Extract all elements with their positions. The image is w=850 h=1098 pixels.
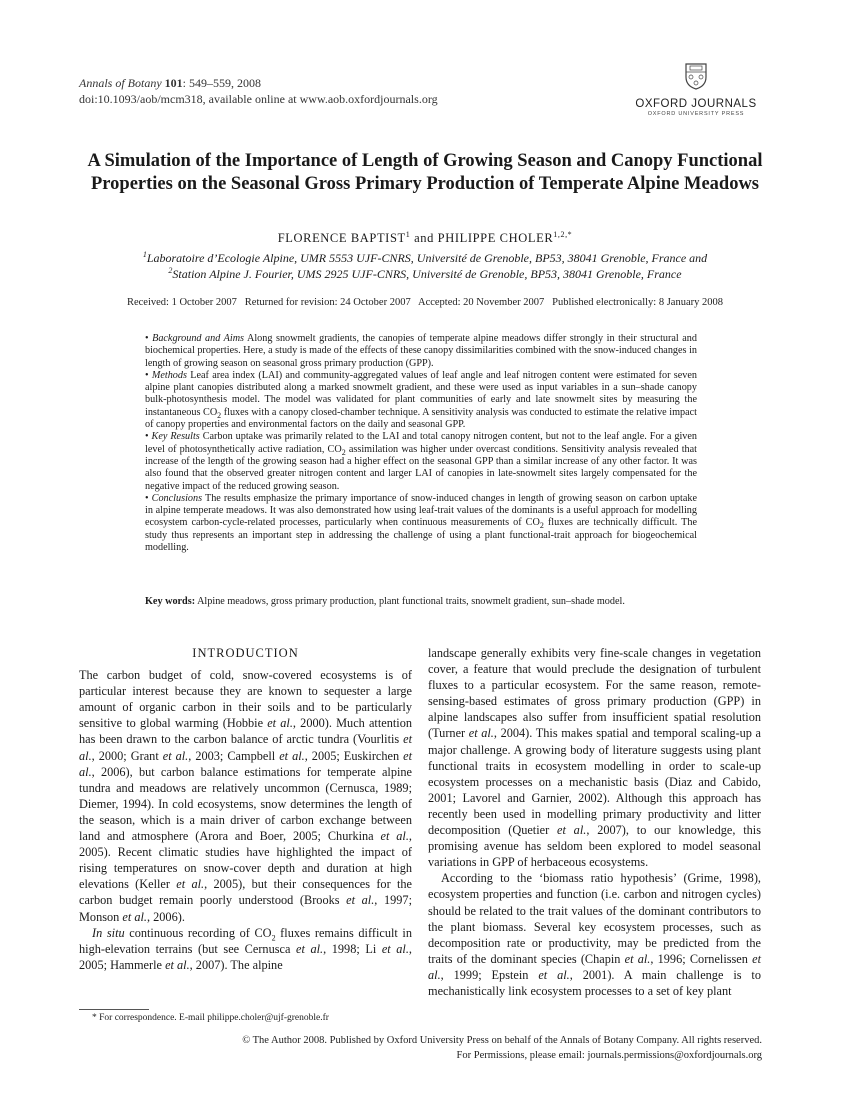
permissions-line[interactable]: For Permissions, please email: journals.permissions@oxfordjournals.org [456, 1050, 762, 1061]
body-column-right [428, 645, 761, 999]
publication-dates: Received: 1 October 2007 Returned for revision: 24 October 2007 Accepted: 20 November 2007 Published electronically: 8 January 2008 [126, 297, 723, 308]
journal-name: Annals of Botany [79, 76, 162, 90]
affiliations [70, 250, 780, 282]
abstract-background: • Background and Aims Along snowmelt gradients, the canopies of temperate alpine meadows differ strongly in their structural and biochemical properties. Here, a study is made of the effects of these canopy dissimilarities combined with the snow-induced changes in length of growing season on seasonal gross primary production (GPP). [145, 333, 697, 369]
journal-header [79, 75, 438, 107]
journal-volume: 101 [164, 76, 183, 90]
author-2[interactable]: PHILIPPE CHOLER [437, 231, 554, 245]
section-heading-introduction: INTRODUCTION [192, 646, 299, 660]
author-list [70, 231, 780, 246]
affiliation-1: $^1$Laboratoire d’Ecologie Alpine, UMR 5553 UJF-CNRS, Université de Grenoble, BP53, 38041 Grenoble, France and [142, 250, 708, 265]
author-1[interactable]: FLORENCE BAPTIST [277, 231, 406, 245]
keywords-label: Key words: [145, 596, 196, 607]
journal-pages: : 549–559, 2008 [182, 76, 262, 90]
author-2-affil: 1,2,* [553, 229, 573, 239]
abstract-methods: • Methods Leaf area index (LAI) and community-aggregated values of leaf angle and leaf nitrogen content were estimated for seven alpine plant canopies distributed along a marked snowmelt gradient, and these were used as input variables in a sun–shade canopy bulk-photosynthesis model. The model was validated for plant communities of early and late snowmelt sites by measuring the instantaneous $CO_2$ fluxes with a canopy closed-chamber technique. A sensitivity analysis was conducted to estimate the relative impact of canopy properties and environmental factors on the daily and seasonal GPP. [145, 369, 697, 431]
article-title: A Simulation of the Importance of Length of Growing Season and Canopy Functional Properties on the Seasonal Gross Primary Production of Temperate Alpine Meadows [87, 151, 763, 194]
publisher-brand: OXFORD JOURNALS [635, 98, 757, 110]
abstract-conclusions: • Conclusions The results emphasize the primary importance of snow-induced changes in length of growing season on carbon uptake in alpine temperate meadows. It was also demonstrated how using leaf-trait values of the dominants is a useful approach for modelling ecosystem carbon-cycle-related processes, particularly when continuous measurements of $CO_2$ fluxes are technically difficult. The study thus represents an important step in addressing the challenge of using a plant functional-trait approach for biogeochemical modelling. [145, 492, 697, 554]
body-column-left [79, 645, 412, 973]
intro-paragraph-2: In situ continuous recording of $CO_2$ fluxes remains difficult in high-elevation terrains (but see Cernusca et al., 1998; Li et al., 2005; Hammerle et al., 2007). The alpine [79, 925, 412, 972]
journal-citation [79, 75, 438, 91]
abstract [145, 333, 697, 554]
author-conjunction: and [410, 231, 438, 245]
copyright-line: © The Author 2008. Published by Oxford University Press on behalf of the Annals of Botany Company. All rights reserved. [242, 1035, 762, 1046]
intro-paragraph-1: The carbon budget of cold, snow-covered ecosystems is of particular interest because they are known to sequester a large amount of organic carbon in their soils and to be particularly sensitive to global warming (Hobbie et al., 2000). Much attention has been drawn to the carbon balance of arctic tundra (Vourlitis et al., 2000; Grant et al., 2003; Campbell et al., 2005; Euskirchen et al., 2006), but carbon balance estimations for temperate alpine tundra and meadows are relatively uncommon (Cernusca, 1989; Diemer, 1994). In cold ecosystems, snow determines the length of the season, which is a main driver of carbon exchange between land and atmosphere (Arora and Boer, 2005; Churkina et al., 2005). Recent climatic studies have highlighted the impact of rising temperatures on snow-cover depth and duration at high elevations (Keller et al., 2005), but their consequences for the carbon budget remain poorly understood (Brooks et al., 1997; Monson et al., 2006). [79, 668, 413, 924]
doi-line[interactable]: doi:10.1093/aob/mcm318, available online at www.aob.oxfordjournals.org [79, 92, 438, 106]
affiliation-2: $^2$Station Alpine J. Fourier, UMS 2925 UJF-CNRS, Université de Grenoble, BP53, 38041 Grenoble, France [168, 266, 682, 281]
abstract-results: • Key Results Carbon uptake was primarily related to the LAI and total canopy nitrogen content, but not to the leaf angle. For a given level of photosynthetically active radiation, $CO_2$ assimilation was higher under overcast conditions. Sensitivity analysis revealed that increase of the length of the growing season had a higher effect on the seasonal GPP than a similar increase of any other factor. It was also found that the observed greater nitrogen content and larger LAI of canopies in late-snowmelt sites largely compensated for the negative impact of the reduced growing season. [145, 431, 697, 492]
copyright-notice [79, 1033, 762, 1063]
keywords-text: Alpine meadows, gross primary production, plant functional traits, snowmelt gradient, sun–shade model. [195, 596, 625, 607]
intro-paragraph-4: According to the ‘biomass ratio hypothesis’ (Grime, 1998), ecosystem properties and function (i.e. carbon and nitrogen cycles) should be related to the trait values of the dominant contributors to the plant biomass. Several key ecosystem processes, such as decomposition rate or productivity, may be predicted from the traits of the dominant species (Chapin et al., 1996; Cornelissen et al., 1999; Epstein et al., 2001). A main challenge is to mechanistically link ecosystem processes to a set of key plant [428, 871, 761, 998]
correspondence-footnote: * For correspondence. E-mail philippe.choler@ujf-grenoble.fr [92, 1013, 329, 1023]
publisher-logo [626, 61, 766, 117]
keywords [145, 596, 745, 607]
publisher-subbrand: OXFORD UNIVERSITY PRESS [647, 111, 745, 117]
intro-paragraph-3: landscape generally exhibits very fine-scale changes in vegetation cover, a feature that would preclude the designation of turbulent fluxes to a particular ecosystem. For the same reason, remote-sensing-based estimates of gross primary production (GPP) in alpine landscapes also suffer from insufficient spatial resolution (Turner et al., 2004). This makes spatial and temporal scaling-up a major challenge. A growing body of literature suggests using plant functional traits in ecosystem modelling in order to scale-up ecosystem processes on a mechanistic basis (Diaz and Cabido, 2001; Lavorel and Garnier, 2002). Although this approach has recently been used in modelling primary productivity and litter decomposition (Quetier et al., 2007), to our knowledge, this promising avenue has seldom been explored to model seasonal variations in GPP of herbaceous ecosystems. [428, 646, 761, 870]
author-1-affil: 1 [405, 229, 411, 239]
footnote-divider [79, 1009, 149, 1010]
oxford-crest-icon [683, 61, 709, 91]
